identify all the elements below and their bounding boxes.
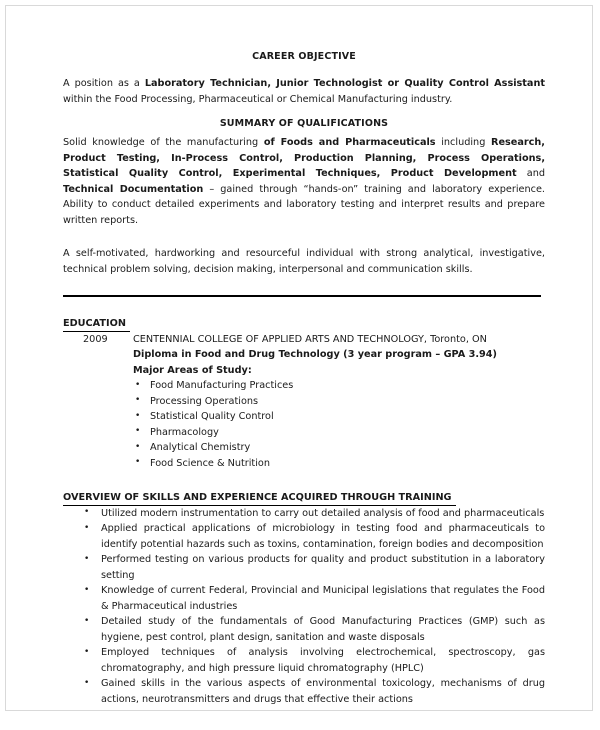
summary-seg-d: and xyxy=(516,168,545,179)
education-major-label: Major Areas of Study: xyxy=(133,364,252,376)
skills-overview-heading: OVERVIEW OF SKILLS AND EXPERIENCE ACQUIRED THROUGH TRAINING xyxy=(63,491,456,506)
skills-overview-list xyxy=(63,506,545,708)
career-objective-text-prefix: A position as a xyxy=(63,78,145,89)
document-page xyxy=(5,5,593,711)
education-institution: CENTENNIAL COLLEGE OF APPLIED ARTS AND TECHNOLOGY, Toronto, ON xyxy=(133,333,487,345)
major-areas-list xyxy=(133,378,545,471)
education-heading: EDUCATION xyxy=(63,317,130,332)
list-item: • Analytical Chemistry xyxy=(133,440,545,456)
list-item: • Utilized modern instrumentation to carry out detailed analysis of food and pharmaceuticals xyxy=(63,506,545,522)
resume-content xyxy=(63,51,545,707)
skills-overview-section xyxy=(63,485,545,707)
summary-seg-bold-1: of Foods and Pharmaceuticals xyxy=(263,137,436,148)
list-item: • Food Manufacturing Practices xyxy=(133,378,545,394)
education-section xyxy=(63,311,545,471)
summary-seg-bold-2: Research, Product Testing, In-Process Control, Production Planning, Process Operations, Statistical Quality Control, Experimental Techniques, Product Development xyxy=(63,137,545,179)
summary-seg-a: Solid knowledge of the manufacturing xyxy=(63,137,264,148)
summary-seg-c: including xyxy=(435,137,491,148)
list-item: • Gained skills in the various aspects of environmental toxicology, mechanisms of drug actions, neurotransmitters and drugs that effective their actions xyxy=(63,676,545,707)
education-year: 2009 xyxy=(83,333,108,345)
education-program: Diploma in Food and Drug Technology (3 year program – GPA 3.94) xyxy=(133,349,497,360)
summary-paragraph-2: A self-motivated, hardworking and resourceful individual with strong analytical, investigative, technical problem solving, decision making, interpersonal and communication skills. xyxy=(63,248,545,275)
list-item: • Statistical Quality Control xyxy=(133,409,545,425)
list-item: • Employed techniques of analysis involving electrochemical, spectroscopy, gas chromatography, and high pressure liquid chromatography (HPLC) xyxy=(63,645,545,676)
list-item: • Processing Operations xyxy=(133,394,545,410)
summary-seg-bold-3: Technical Documentation xyxy=(63,183,204,195)
career-objective-paragraph xyxy=(63,76,545,107)
summary-seg-e: – gained through “hands-on” training and laboratory experience. Ability to conduct detailed experiments and laboratory testing and interpret results and prepare written reports. xyxy=(63,183,545,226)
education-details xyxy=(133,332,545,472)
list-item: • Detailed study of the fundamentals of Good Manufacturing Practices (GMP) such as hygiene, pest control, plant design, sanitation and waste disposals xyxy=(63,614,545,645)
summary-paragraph-1 xyxy=(63,135,545,228)
list-item: • Performed testing on various products for quality and product substitution in a laboratory setting xyxy=(63,552,545,583)
career-objective-heading: CAREER OBJECTIVE xyxy=(252,51,356,62)
career-objective-text-suffix: within the Food Processing, Pharmaceutical or Chemical Manufacturing industry. xyxy=(63,93,453,105)
list-item: • Food Science & Nutrition xyxy=(133,456,545,472)
education-entry xyxy=(63,332,545,472)
summary-heading: SUMMARY OF QUALIFICATIONS xyxy=(219,118,389,129)
list-item: • Knowledge of current Federal, Provincial and Municipal legislations that regulates the Food & Pharmaceutical industries xyxy=(63,583,545,614)
list-item: • Pharmacology xyxy=(133,425,545,441)
list-item: • Applied practical applications of microbiology in testing food and pharmaceuticals to identify potential hazards such as toxins, contamination, foreign bodies and decomposition xyxy=(63,521,545,552)
career-objective-text-bold: Laboratory Technician, Junior Technologist or Quality Control Assistant xyxy=(144,78,545,89)
